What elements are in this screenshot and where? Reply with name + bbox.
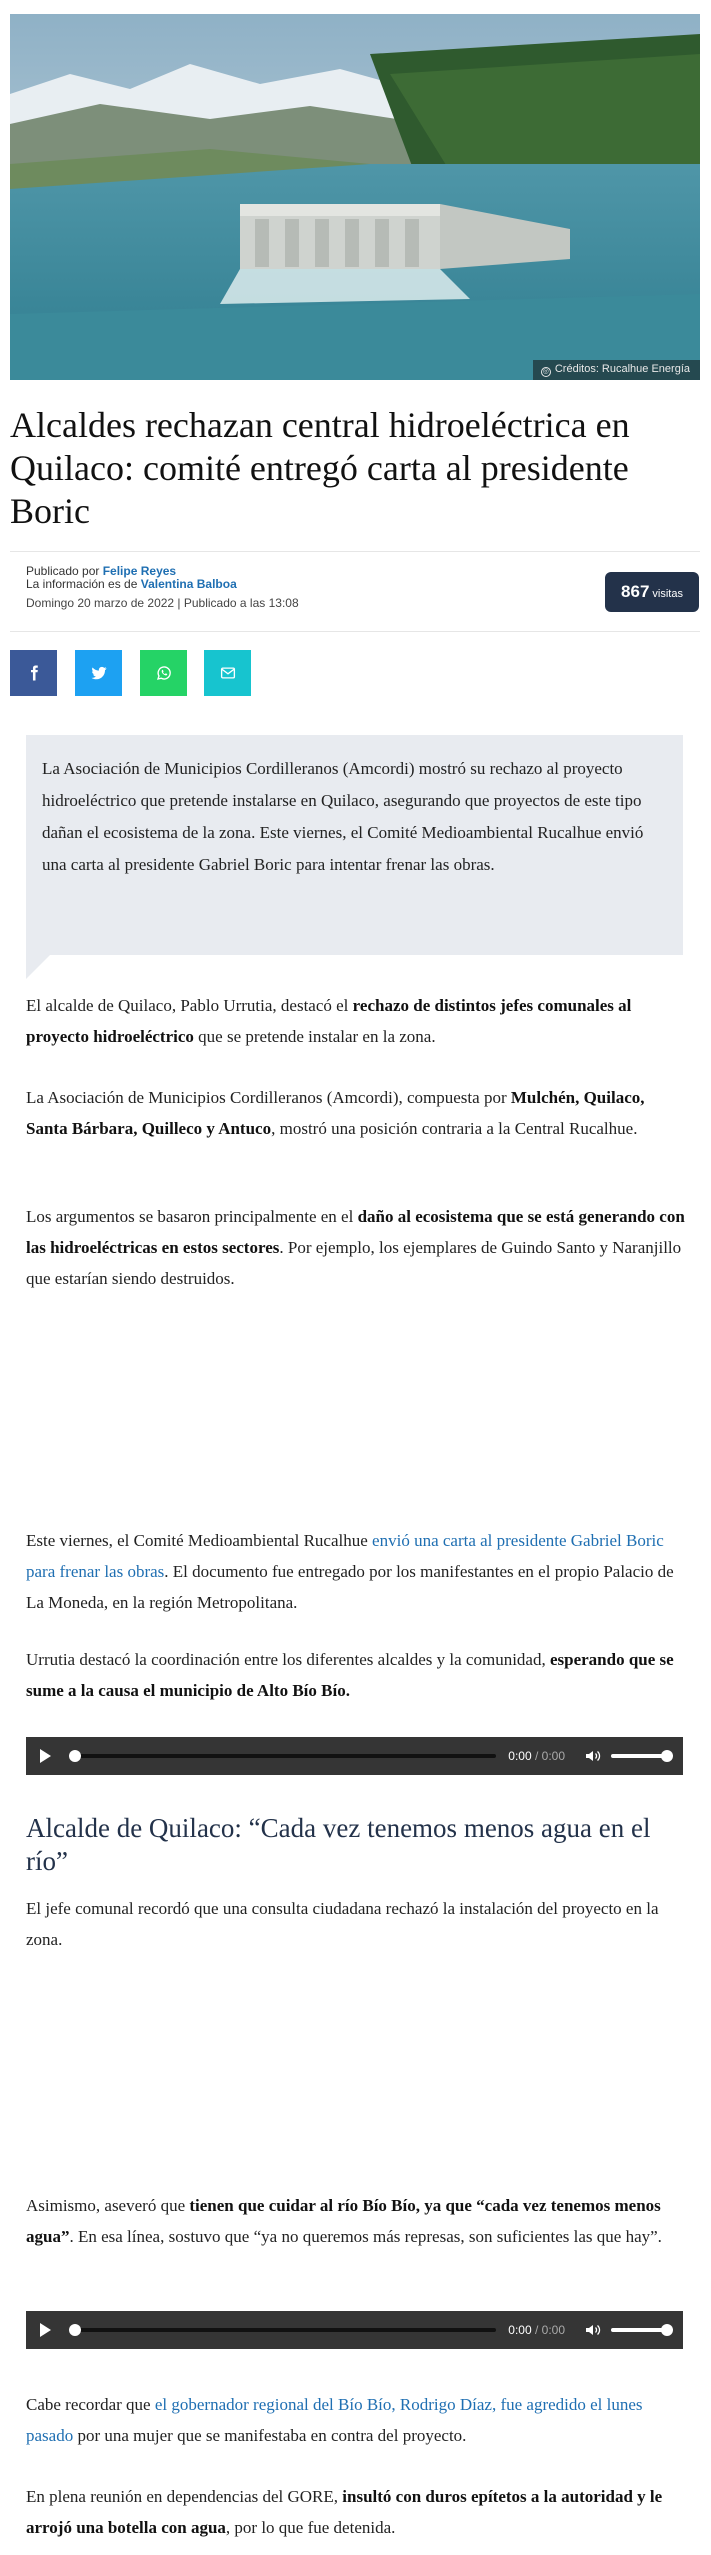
visits-label: visitas xyxy=(652,588,683,600)
audio-total-time: 0:00 xyxy=(541,1749,565,1763)
p3-text-a: Los argumentos se basaron principalmente en el xyxy=(26,1207,358,1226)
volume-slider[interactable] xyxy=(611,1754,669,1758)
photo-credit xyxy=(533,360,700,380)
article-lead: La Asociación de Municipios Cordilleranos (Amcordi) mostró su rechazo al proyecto hidroeléctrico que pretende instalarse en Quilaco, asegurando que proyectos de este tipo dañan el ecosistema de la zona. Este viernes, el Comité Medioambiental Rucalhue envió una carta al presidente Gabriel Boric para intentar frenar las obras. xyxy=(26,735,683,955)
visits-badge xyxy=(605,572,699,612)
email-icon xyxy=(219,664,237,682)
p3-bold: daño al ecosistema que se está generando con las hidroeléctricas en estos sectores xyxy=(26,1207,685,1257)
p9-bold: insultó con duros epítetos a la autoridad y le arrojó una botella con agua xyxy=(26,2487,663,2537)
p1-text-c: que se pretende instalar en la zona. xyxy=(193,1027,436,1046)
p7-text-a: Asimismo, aseveró que xyxy=(26,2196,190,2215)
paragraph-2 xyxy=(26,1082,686,1144)
article-title: Alcaldes rechazan central hidroeléctrica en Quilaco: comité entregó carta al presidente Boric xyxy=(10,405,630,531)
section-subhead: Alcalde de Quilaco: “Cada vez tenemos menos agua en el río” xyxy=(26,1813,651,1876)
audio-time xyxy=(508,1749,565,1763)
paragraph-6: El jefe comunal recordó que una consulta ciudadana rechazó la instalación del proyecto en la zona. xyxy=(26,1899,659,1949)
paragraph-8 xyxy=(26,2389,686,2451)
play-button[interactable] xyxy=(40,2323,51,2337)
meta-top-divider xyxy=(10,551,700,552)
p1-bold: rechazo de distintos jefes comunales al proyecto hidroeléctrico xyxy=(26,996,632,1046)
p1-text-a: El alcalde de Quilaco, Pablo Urrutia, destacó el xyxy=(26,996,353,1015)
audio-time-separator: / xyxy=(531,2323,542,2337)
paragraph-9 xyxy=(26,2481,686,2543)
p3-text-c: . Por ejemplo, los ejemplares de Guindo Santo y Naranjillo que estarían siendo destruidos. xyxy=(26,1238,682,1288)
hero-illustration xyxy=(10,14,700,380)
paragraph-1 xyxy=(26,990,686,1052)
lead-tail-decoration xyxy=(26,955,50,979)
visits-count: 867 xyxy=(621,582,650,601)
hero-image xyxy=(10,14,700,380)
share-whatsapp-button[interactable] xyxy=(140,650,187,696)
source-link[interactable]: Valentina Balboa xyxy=(140,577,237,591)
volume-knob[interactable] xyxy=(661,2324,673,2336)
twitter-icon xyxy=(90,664,108,682)
volume-slider[interactable] xyxy=(611,2328,669,2332)
audio-current-time: 0:00 xyxy=(508,1749,532,1763)
info-prefix: La información es de xyxy=(26,577,141,591)
audio-player-1 xyxy=(26,1737,683,1775)
audio-current-time: 0:00 xyxy=(508,2323,532,2337)
byline xyxy=(26,565,299,610)
p4-text-a: Este viernes, el Comité Medioambiental Rucalhue xyxy=(26,1531,373,1550)
volume-icon[interactable] xyxy=(585,2323,601,2337)
p2-text-c: , mostró una posición contraria a la Central Rucalhue. xyxy=(271,1119,638,1138)
share-facebook-button[interactable] xyxy=(10,650,57,696)
paragraph-7 xyxy=(26,2190,686,2252)
paragraph-5 xyxy=(26,1644,686,1706)
play-button[interactable] xyxy=(40,1749,51,1763)
volume-icon[interactable] xyxy=(585,1749,601,1763)
p7-text-c: . En esa línea, sostuvo que “ya no queremos más represas, son suficientes las que hay”. xyxy=(69,2227,662,2246)
p9-text-c: , por lo que fue detenida. xyxy=(225,2518,396,2537)
share-twitter-button[interactable] xyxy=(75,650,122,696)
p8-text-c: por una mujer que se manifestaba en contra del proyecto. xyxy=(73,2426,467,2445)
photo-credit-text: Créditos: Rucalhue Energía xyxy=(554,363,690,375)
progress-knob[interactable] xyxy=(69,1750,81,1762)
progress-knob[interactable] xyxy=(69,2324,81,2336)
p2-bold: Mulchén, Quilaco, Santa Bárbara, Quilleco y Antuco xyxy=(26,1088,645,1138)
p8-text-a: Cabe recordar que xyxy=(26,2395,155,2414)
meta-bottom-divider xyxy=(10,631,700,632)
p9-text-a: En plena reunión en dependencias del GORE, xyxy=(26,2487,343,2506)
author-link[interactable]: Felipe Reyes xyxy=(102,564,177,578)
publish-date: Domingo 20 marzo de 2022 | Publicado a las 13:08 xyxy=(26,596,299,610)
audio-player-2 xyxy=(26,2311,683,2349)
audio-progress-bar[interactable] xyxy=(69,2328,496,2332)
whatsapp-icon xyxy=(155,664,173,682)
p5-bold: esperando que se sume a la causa el municipio de Alto Bío Bío. xyxy=(26,1650,674,1700)
volume-knob[interactable] xyxy=(661,1750,673,1762)
governor-link[interactable]: el gobernador regional del Bío Bío, Rodrigo Díaz, fue agredido el lunes pasado xyxy=(26,2395,643,2445)
audio-time-separator: / xyxy=(531,1749,542,1763)
published-prefix: Publicado por xyxy=(26,564,103,578)
p4-text-c: . El documento fue entregado por los manifestantes en el propio Palacio de La Moneda, en la región Metropolitana. xyxy=(26,1562,674,1612)
p5-text-a: Urrutia destacó la coordinación entre los diferentes alcaldes y la comunidad, xyxy=(26,1650,550,1669)
audio-progress-bar[interactable] xyxy=(69,1754,496,1758)
letter-link[interactable]: envió una carta al presidente Gabriel Boric para frenar las obras xyxy=(26,1531,664,1581)
camera-icon: ◎ xyxy=(542,368,549,375)
paragraph-3 xyxy=(26,1201,686,1294)
audio-time xyxy=(508,2323,565,2337)
audio-total-time: 0:00 xyxy=(541,2323,565,2337)
paragraph-4 xyxy=(26,1525,686,1618)
p7-bold: tienen que cuidar al río Bío Bío, ya que “cada vez tenemos menos agua” xyxy=(26,2196,661,2246)
share-email-button[interactable] xyxy=(204,650,251,696)
facebook-icon xyxy=(25,664,43,682)
p2-text-a: La Asociación de Municipios Cordilleranos (Amcordi), compuesta por xyxy=(26,1088,511,1107)
